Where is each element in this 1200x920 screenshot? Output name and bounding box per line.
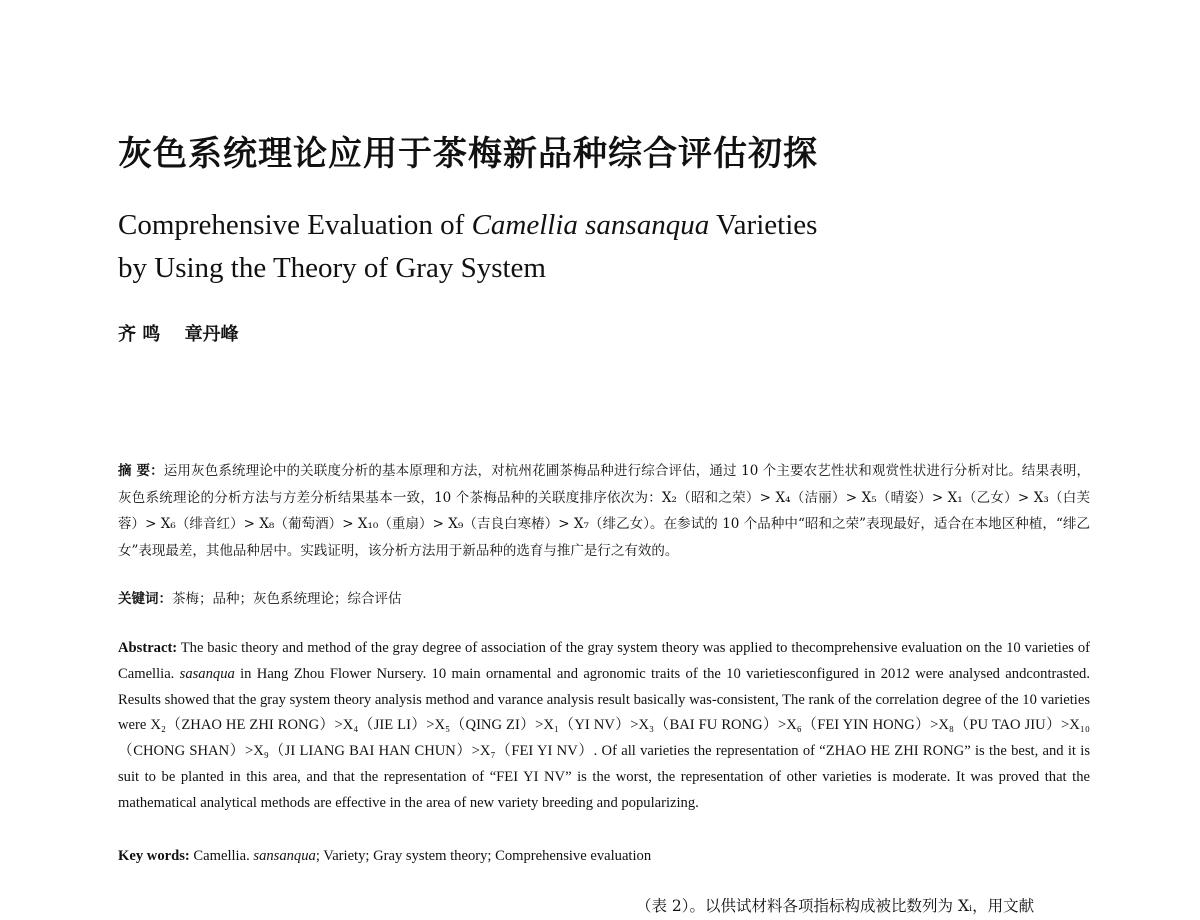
author-name: 章丹峰 (184, 324, 239, 345)
title-en-part2: Varieties (709, 209, 818, 241)
title-en-part1: Comprehensive Evaluation of (118, 209, 472, 241)
title-en-line2: by Using the Theory of Gray System (118, 252, 546, 284)
abstract-cn-text: 运用灰色系统理论中的关联度分析的基本原理和方法，对杭州花圃茶梅品种进行综合评估，通过 10 个主要农艺性状和观赏性状进行分析对比。结果表明，灰色系统理论的分析方法与方差分析结果基本一致，10 个茶梅品种的关联度排序依次为：X₂（昭和之荣）> X₄（洁丽）> X₅（晴姿）> X₁（乙女）> X₃（白芙蓉）> X₆（绯音红）> X₈（葡萄酒）> X₁₀（重扇）> X₉（吉良白寒椿）> X₇（绯乙女）。在参试的 10 个品种中“昭和之荣”表现最好，适合在本地区种植，“绯乙女”表现最差，其他品种居中。实践证明，该分析方法用于新品种的选育与推广是行之有效的。 (118, 463, 1090, 559)
keywords-en-label: Key words: (118, 848, 190, 864)
body-text-fragment: （表 2）。以供试材料各项指标构成被比数列为 Xᵢ，用文献 (636, 897, 1035, 915)
keywords-en-text-a: Camellia. (189, 848, 254, 864)
abstract-cn (118, 458, 1090, 564)
keywords-en-text-b: ; Variety; Gray system theory; Comprehensive evaluation (315, 848, 652, 864)
keywords-cn (118, 586, 1090, 612)
paper-title-en (118, 204, 1078, 290)
abstract-en-text-b: in Hang Zhou Flower Nursery. 10 main ornamental and agronomic traits of the 10 varietiesconfigured in 2012 were analysed andcontrasted. Results showed that the gray system theory analysis method and varance analysis result basically was-consistent, The rank of the correlation degree of the 10 varieties were X₂（ZHAO HE ZHI RONG）>X₄（JIE LI）>X₅（QING ZI）>X₁（YI NV）>X₃（BAI FU RONG）>X₆（FEI YIN HONG）>X₈（PU TAO JIU）>X₁₀（CHONG SHAN）>X₉（JI LIANG BAI HAN CHUN）>X₇（FEI YI NV）. Of all varieties the representation of “ZHAO HE ZHI RONG” is the best, and it is suit to be planted in this area, and that the representation of “FEI YI NV” is the worst, the representation of other varieties is moderate. It was proved that the mathematical analytical methods are effective in the area of new variety breeding and popularizing. (118, 665, 1090, 811)
keywords-cn-label: 关键词： (118, 591, 172, 607)
keywords-en (118, 843, 1090, 869)
paper-title-cn: 灰色系统理论应用于茶梅新品种综合评估初探 (118, 134, 818, 174)
abstract-cn-label: 摘 要： (118, 463, 164, 479)
keywords-cn-text: 茶梅；品种；灰色系统理论；综合评估 (172, 591, 402, 607)
abstract-en-label: Abstract: (118, 640, 178, 656)
abstract-en-species: sasanqua (179, 665, 235, 682)
title-en-species: Camellia sansanqua (471, 209, 710, 241)
author-list (118, 320, 257, 346)
abstract-en-text-a: The basic theory and method of the gray degree of association of the gray system theory was applied to thecomprehensive evaluation on the 10 varieties of Camellia. (118, 640, 1090, 682)
keywords-en-species: sansanqua (253, 848, 316, 864)
abstract-en (118, 636, 1090, 817)
author-name: 齐 鸣 (118, 324, 161, 345)
